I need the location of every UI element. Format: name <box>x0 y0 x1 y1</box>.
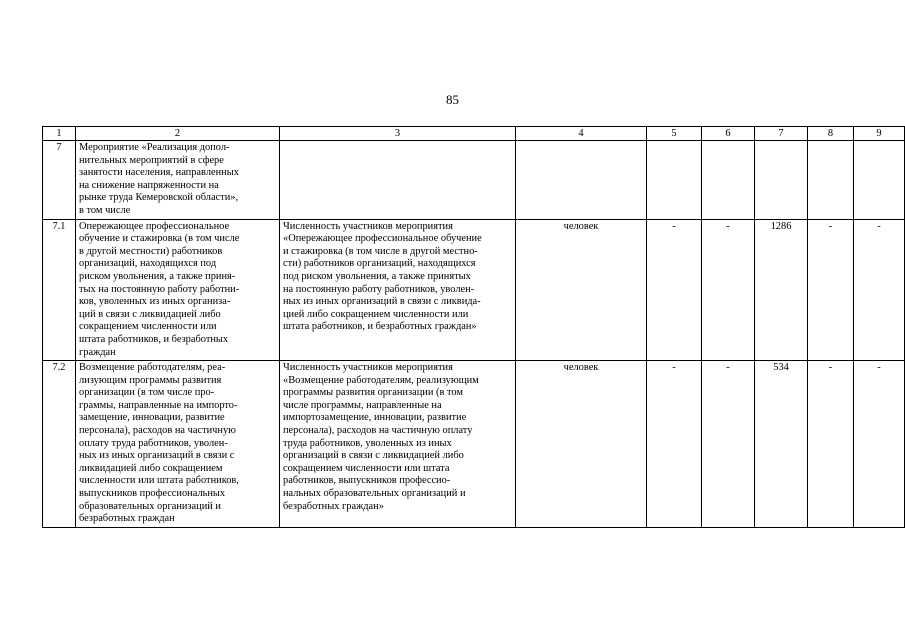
indicator-cell <box>280 141 516 220</box>
column-header: 6 <box>702 127 755 141</box>
column-header: 1 <box>43 127 76 141</box>
table-row <box>43 361 905 528</box>
value-cell <box>808 141 854 220</box>
value-cell: - <box>854 361 905 528</box>
value-cell <box>647 141 702 220</box>
unit-cell: человек <box>516 219 647 361</box>
document-table <box>42 126 905 528</box>
row-number: 7 <box>43 141 76 220</box>
row-number: 7.1 <box>43 219 76 361</box>
column-header: 2 <box>76 127 280 141</box>
value-cell: 1286 <box>755 219 808 361</box>
table-row <box>43 141 905 220</box>
value-cell: - <box>702 361 755 528</box>
indicator-cell: Численность участников мероприятия «Опережающее профессиональное обучение и стажировка (в том числе в другой местно- сти) работников организаций, находящихся под риском увольнения, а также принятых на постоянную работу работников, уволен- ных из иных организаций в связи с ликвида- цией либо сокращением численности или штата работников, и безработных граждан» <box>280 219 516 361</box>
measure-cell: Опережающее профессиональное обучение и стажировка (в том числе в другой местности) работников организаций, находящихся под риском увольнения, а также приня- тых на постоянную работу работни- ков, уволенных из иных организа- ций в связи с ликвидацией либо сокращением численности или штата работников, и безработных граждан <box>76 219 280 361</box>
column-header: 9 <box>854 127 905 141</box>
row-number: 7.2 <box>43 361 76 528</box>
column-header: 7 <box>755 127 808 141</box>
value-cell: - <box>808 361 854 528</box>
value-cell: - <box>854 219 905 361</box>
value-cell <box>854 141 905 220</box>
value-cell <box>755 141 808 220</box>
column-header: 3 <box>280 127 516 141</box>
measure-cell: Возмещение работодателям, реа- лизующим программы развития организации (в том числе про- граммы, направленные на импорто- замещение, инновации, развитие персонала), расходов на частичную оплату труда работников, уволен- ных из иных организаций в связи с ликвидацией либо сокращением численности или штата работников, выпускников профессиональных образовательных организаций и безработных граждан <box>76 361 280 528</box>
table-header-row <box>43 127 905 141</box>
value-cell: - <box>808 219 854 361</box>
value-cell <box>702 141 755 220</box>
column-header: 4 <box>516 127 647 141</box>
indicator-cell: Численность участников мероприятия «Возмещение работодателям, реализующим программы развития организации (в том числе программы, направленные на импортозамещение, инновации, развитие персонала), расходов на частичную оплату труда работников, уволенных из иных организаций в связи с ликвидацией либо сокращением численности или штата работников, выпускников профессио- нальных образовательных организаций и безработных граждан» <box>280 361 516 528</box>
value-cell: - <box>647 219 702 361</box>
value-cell: 534 <box>755 361 808 528</box>
unit-cell: человек <box>516 361 647 528</box>
unit-cell <box>516 141 647 220</box>
value-cell: - <box>702 219 755 361</box>
table-row <box>43 219 905 361</box>
column-header: 8 <box>808 127 854 141</box>
value-cell: - <box>647 361 702 528</box>
column-header: 5 <box>647 127 702 141</box>
measure-cell: Мероприятие «Реализация допол- нительных мероприятий в сфере занятости населения, направленных на снижение напряженности на рынке труда Кемеровской области», в том числе <box>76 141 280 220</box>
page-number: 85 <box>446 92 459 107</box>
